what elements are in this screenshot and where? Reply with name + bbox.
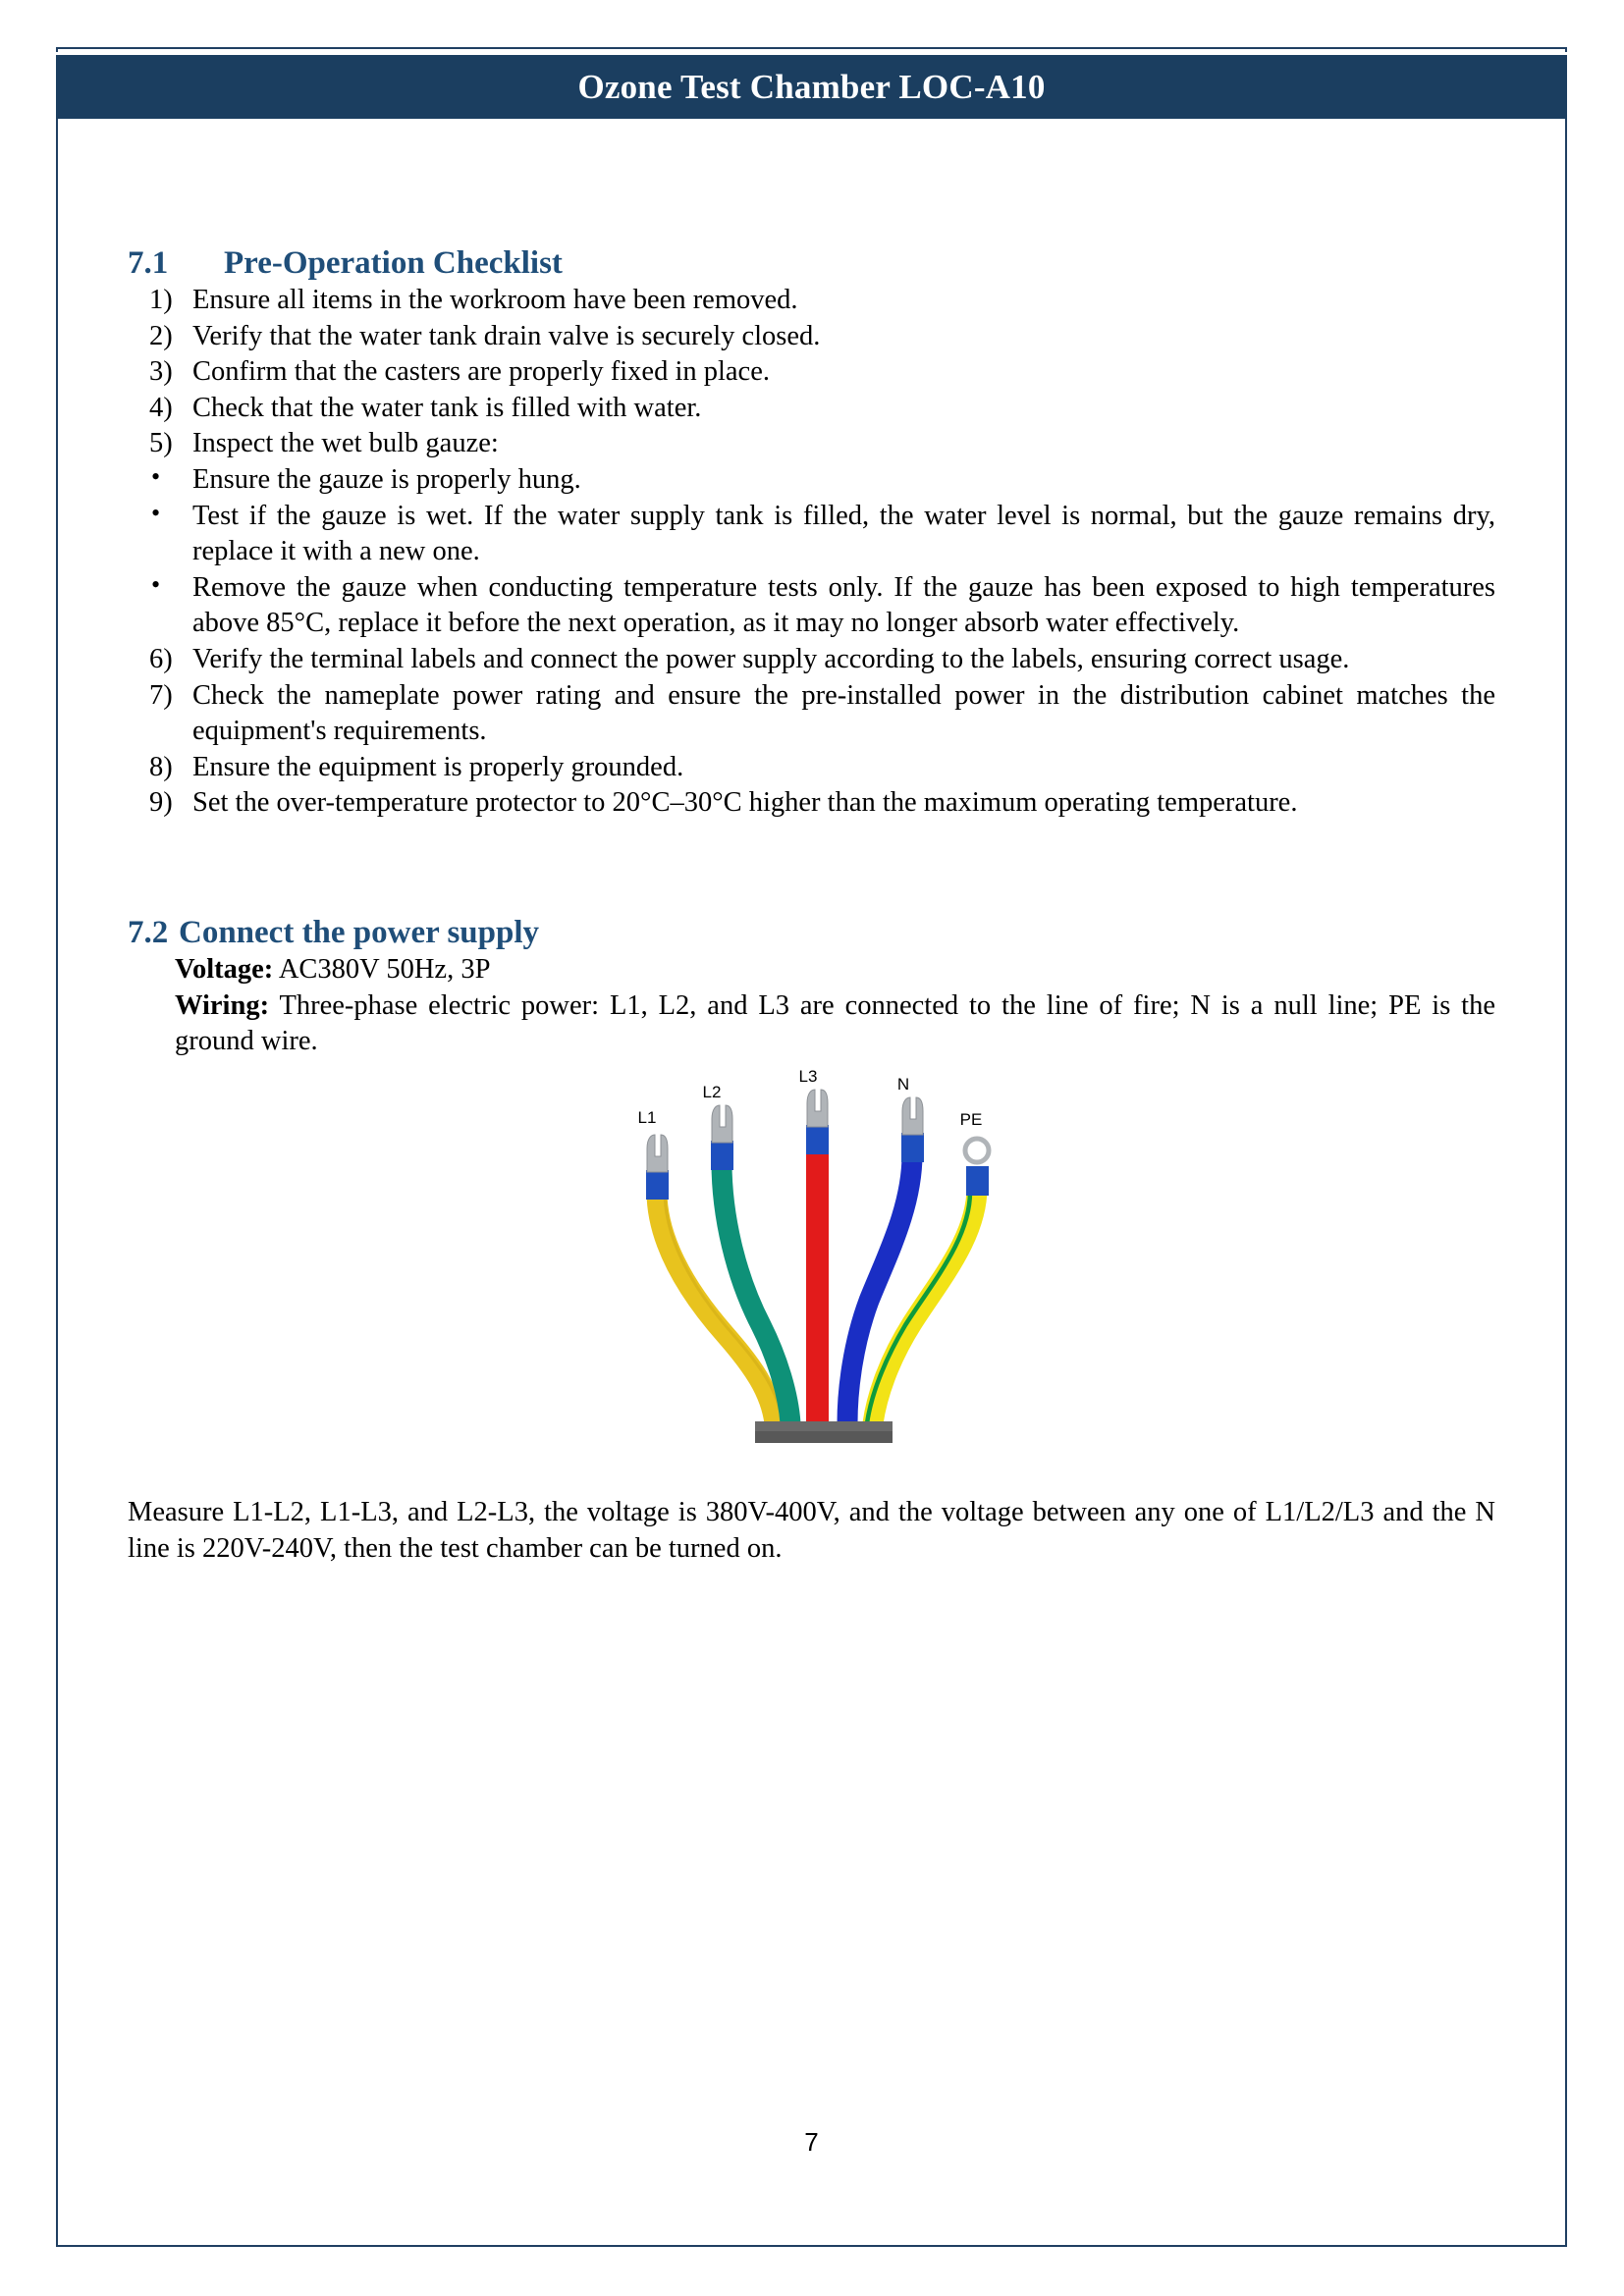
list-item xyxy=(128,678,1495,750)
wiring-diagram-svg xyxy=(606,1066,1018,1443)
section-title-7-2: Connect the power supply xyxy=(179,915,540,951)
list-marker: 9) xyxy=(149,787,173,819)
conductor-l1 xyxy=(637,1108,782,1423)
bullet-icon: • xyxy=(151,461,161,491)
list-item-text: Ensure the equipment is properly grounded. xyxy=(192,751,684,782)
list-item xyxy=(128,462,1495,499)
list-item-text: Confirm that the casters are properly fixed in place. xyxy=(192,356,770,388)
conductor-label-l3: L3 xyxy=(798,1066,817,1086)
gauze-bullet-list xyxy=(128,462,1495,642)
list-item-text: Check the nameplate power rating and ensure the pre-installed power in the distribution cabinet matches the equipment's requirements. xyxy=(192,679,1495,747)
ring-terminal-pe xyxy=(965,1139,989,1162)
voltage-line xyxy=(175,952,1495,988)
list-marker: 2) xyxy=(149,320,173,351)
wiring-figure-wrap xyxy=(128,1066,1495,1443)
list-marker: 1) xyxy=(149,284,173,315)
section-title-7-1: Pre-Operation Checklist xyxy=(224,245,563,281)
list-item-text: Inspect the wet bulb gauze: xyxy=(192,428,499,459)
ferrule-l3 xyxy=(806,1125,829,1154)
bullet-icon: • xyxy=(151,498,161,527)
list-item xyxy=(128,391,1495,427)
list-item xyxy=(128,785,1495,822)
list-item xyxy=(128,642,1495,678)
list-item xyxy=(128,750,1495,786)
list-item xyxy=(128,283,1495,319)
list-item xyxy=(128,426,1495,462)
list-item xyxy=(128,354,1495,391)
page-title: Ozone Test Chamber LOC-A10 xyxy=(577,67,1046,106)
list-marker: 8) xyxy=(149,751,173,782)
list-item-text: Verify the terminal labels and connect the power supply according to the labels, ensuring correct usage. xyxy=(192,644,1350,675)
list-marker: 6) xyxy=(149,644,173,675)
list-marker: 4) xyxy=(149,392,173,423)
list-item-text: Test if the gauze is wet. If the water supply tank is filled, the water level is normal, but the gauze remains dry, replace it with a new one. xyxy=(192,500,1495,567)
cable-jacket xyxy=(755,1431,893,1443)
section-heading-7-2 xyxy=(128,914,1495,952)
wiring-value: Three-phase electric power: L1, L2, and L3 are connected to the line of fire; N is a null line; PE is the ground wire. xyxy=(175,989,1495,1057)
ferrule-pe xyxy=(966,1166,989,1196)
spade-terminal-n xyxy=(902,1097,923,1135)
list-item-text: Verify that the water tank drain valve is securely closed. xyxy=(192,320,821,351)
conductor-l3 xyxy=(798,1067,828,1423)
wiring-line xyxy=(175,988,1495,1060)
voltage-label: Voltage: xyxy=(175,954,274,986)
conductor-label-l2: L2 xyxy=(702,1082,721,1101)
list-marker: 5) xyxy=(149,428,173,459)
section-number-7-1: 7.1 xyxy=(128,245,169,281)
list-item xyxy=(128,570,1495,642)
list-marker: 7) xyxy=(149,679,173,711)
checklist-items-second xyxy=(128,642,1495,822)
list-item-text: Check that the water tank is filled with water. xyxy=(192,392,702,423)
section-number-7-2: 7.2 xyxy=(128,915,169,951)
section-heading-7-1 xyxy=(128,244,1495,283)
closing-paragraph: Measure L1-L2, L1-L3, and L2-L3, the voltage is 380V-400V, and the voltage between any one of L1/L2/L3 and the N line is 220V-240V, then the test chamber can be turned on. xyxy=(128,1496,1495,1564)
conductor-label-pe: PE xyxy=(959,1109,982,1129)
checklist-items-first xyxy=(128,283,1495,462)
ferrule-l1 xyxy=(646,1170,669,1200)
page-number: 7 xyxy=(804,2127,819,2157)
conductor-label-n: N xyxy=(896,1074,909,1094)
list-item xyxy=(128,499,1495,570)
spade-terminal-l1 xyxy=(647,1135,668,1172)
voltage-value: AC380V 50Hz, 3P xyxy=(273,954,491,986)
ferrule-l2 xyxy=(711,1141,733,1170)
list-marker: 3) xyxy=(149,356,173,388)
list-item-text: Ensure all items in the workroom have been removed. xyxy=(192,284,798,315)
list-item-text: Ensure the gauze is properly hung. xyxy=(192,463,581,495)
spade-terminal-l2 xyxy=(712,1105,732,1143)
bullet-icon: • xyxy=(151,569,161,599)
ferrule-n xyxy=(901,1133,924,1162)
spade-terminal-l3 xyxy=(807,1090,828,1127)
list-item-text: Remove the gauze when conducting temperature tests only. If the gauze has been exposed to high temperatures above 85°C, replace it before the next operation, as it may no longer absorb water effectively. xyxy=(192,571,1495,639)
list-item xyxy=(128,319,1495,355)
wiring-label: Wiring: xyxy=(175,989,270,1021)
conductor-label-l1: L1 xyxy=(637,1107,656,1127)
document-content xyxy=(56,119,1567,2247)
wiring-diagram xyxy=(606,1066,1018,1443)
list-item-text: Set the over-temperature protector to 20°C–30°C higher than the maximum operating temperature. xyxy=(192,787,1298,819)
document-header xyxy=(56,52,1567,119)
